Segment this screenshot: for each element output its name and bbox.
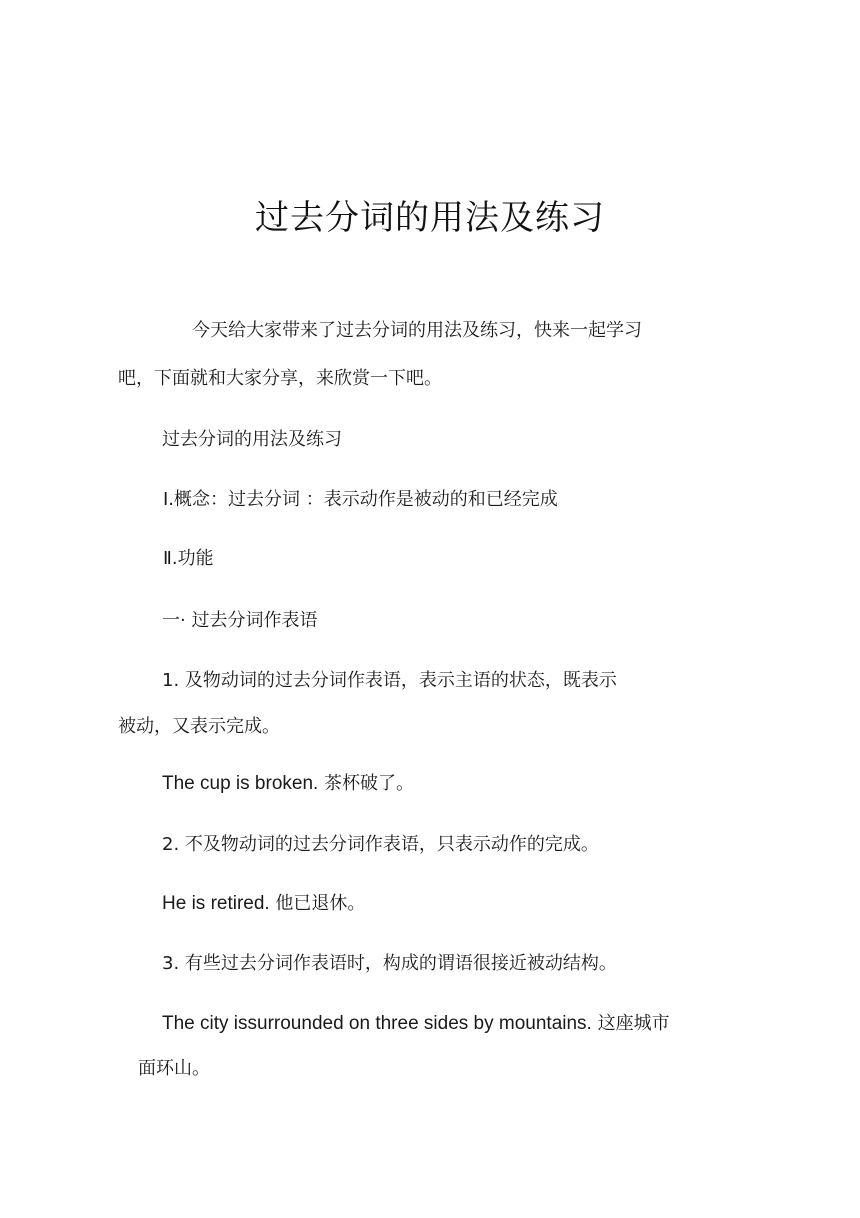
example-2-english: He is retired. bbox=[162, 893, 270, 914]
item-2: 2. 不及物动词的过去分词作表语，只表示动作的完成。 bbox=[162, 834, 599, 855]
example-2-chinese: 他已退休。 bbox=[269, 893, 366, 914]
intro-line-1: 今天给大家带来了过去分词的用法及练习，快来一起学习 bbox=[192, 320, 642, 341]
item-3: 3. 有些过去分词作表语时，构成的谓语很接近被动结构。 bbox=[162, 953, 617, 974]
example-3-chinese: 这座城市 bbox=[591, 1013, 670, 1034]
example-1-english: The cup is broken. bbox=[162, 773, 319, 794]
example-2 bbox=[162, 891, 365, 917]
concept-line: Ⅰ.概念：过去分词 ：表示动作是被动的和已经完成 bbox=[163, 489, 558, 510]
item-1-line-2: 被动，又表示完成。 bbox=[118, 716, 280, 737]
function-heading: Ⅱ.功能 bbox=[163, 548, 214, 569]
item-1-line-1: 1. 及物动词的过去分词作表语，表示主语的状态，既表示 bbox=[162, 670, 617, 691]
intro-line-2: 吧，下面就和大家分享，来欣赏一下吧。 bbox=[118, 368, 442, 389]
example-3-line-2: 面环山。 bbox=[138, 1058, 210, 1079]
document-title: 过去分词的用法及练习 bbox=[255, 198, 605, 238]
section-heading: 一· 过去分词作表语 bbox=[162, 610, 318, 631]
example-3-english: The city issurrounded on three sides by mountains. bbox=[162, 1013, 592, 1034]
example-1 bbox=[162, 771, 414, 797]
subtitle: 过去分词的用法及练习 bbox=[162, 429, 342, 450]
example-3 bbox=[162, 1011, 670, 1037]
example-1-chinese: 茶杯破了。 bbox=[318, 773, 415, 794]
